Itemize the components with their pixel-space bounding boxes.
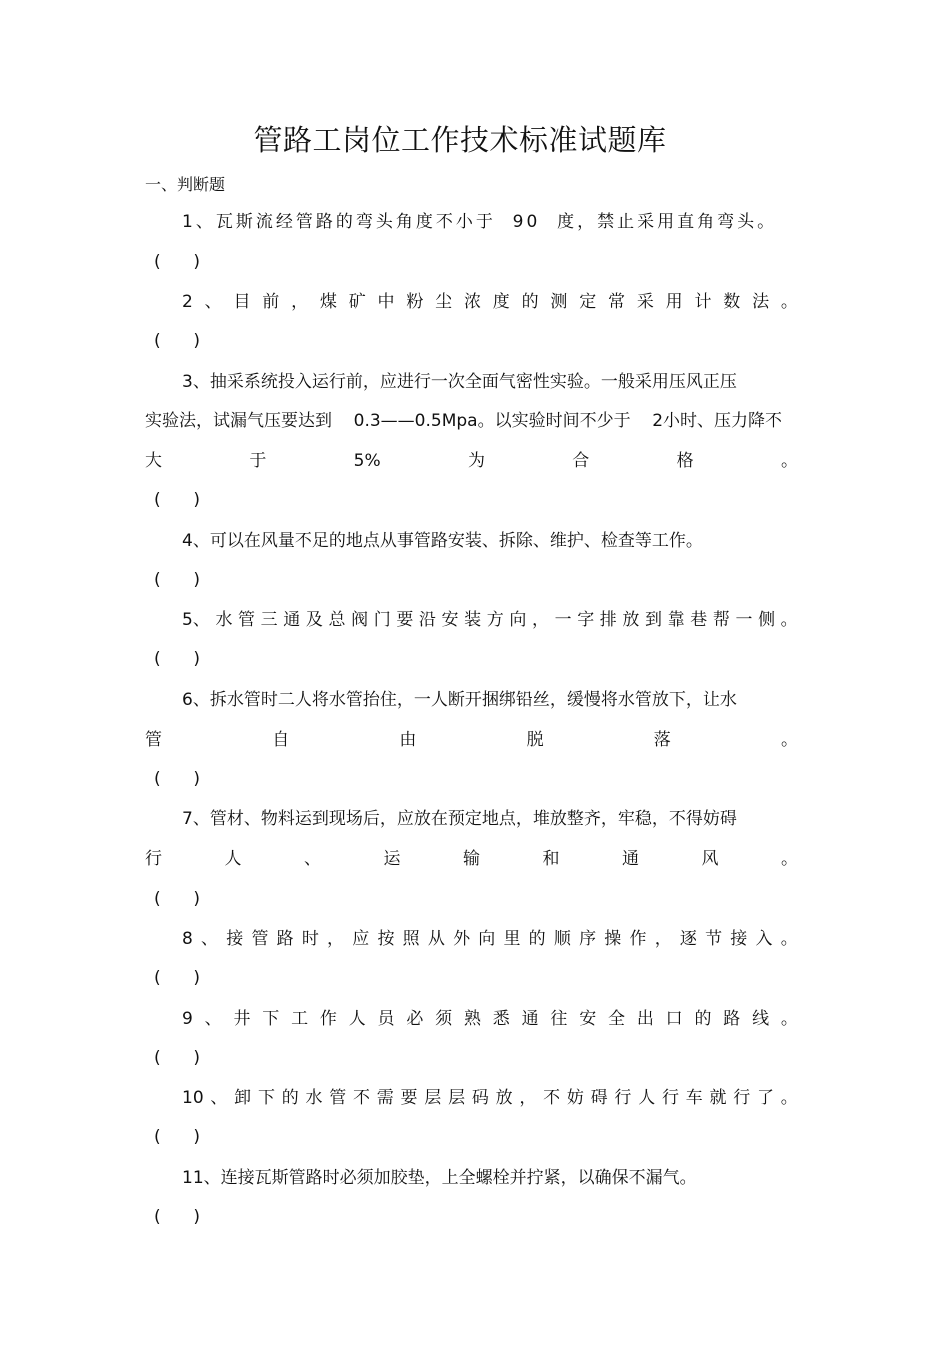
text-token: 下	[257, 1088, 275, 1108]
text-token: 需	[376, 1088, 394, 1108]
answer-blank-9[interactable]: ( )	[154, 1048, 200, 1068]
text-token: 口	[665, 1009, 683, 1029]
text-token: ，	[291, 292, 309, 312]
text-token: 路	[276, 929, 294, 949]
text-token: 的	[528, 929, 546, 949]
page-title: 管路工岗位工作技术标准试题库	[253, 123, 667, 157]
text-token: 车	[685, 1088, 703, 1108]
text-token: 安	[441, 610, 459, 630]
question-6-line-1: 6、拆水管时二人将水管抬住，一人断开捆绑铅丝，缓慢将水管放下，让水	[182, 690, 737, 710]
answer-blank-3[interactable]: ( )	[154, 490, 200, 510]
text-token: 一	[554, 610, 572, 630]
text-token: 5、	[182, 610, 210, 630]
text-token: 放	[622, 610, 640, 630]
text-token: 安	[579, 1009, 597, 1029]
text-token: 妨	[566, 1088, 584, 1108]
text-token: 管	[238, 610, 256, 630]
text-token: 的	[281, 1088, 299, 1108]
text-token: 。	[780, 1088, 798, 1108]
text-token: 序	[579, 929, 597, 949]
text-token: 。	[781, 849, 798, 869]
text-token: 人	[638, 1088, 656, 1108]
question-2	[182, 290, 798, 314]
text-token: 格	[676, 451, 694, 471]
text-token: ，	[531, 610, 549, 630]
text-token: 照	[402, 929, 420, 949]
text-token: 于	[249, 451, 267, 471]
text-token: 数	[723, 292, 741, 312]
text-token: 自	[272, 730, 290, 750]
text-token: 向	[478, 929, 496, 949]
text-token: 脱	[526, 730, 544, 750]
text-token: 须	[435, 1009, 453, 1029]
text-token: 路	[723, 1009, 741, 1029]
text-token: 目	[233, 292, 251, 312]
text-token: 、	[210, 1088, 228, 1108]
text-token: 熟	[463, 1009, 481, 1029]
text-token: 逐	[679, 929, 697, 949]
text-token: 入	[755, 929, 773, 949]
text-token: 。	[780, 730, 798, 750]
text-token: 按	[377, 929, 395, 949]
text-token: 碍	[590, 1088, 608, 1108]
text-token: 应	[352, 929, 370, 949]
text-token: 前	[262, 292, 280, 312]
text-token: 门	[373, 610, 391, 630]
text-token: 落	[653, 730, 671, 750]
text-token: 方	[486, 610, 504, 630]
text-token: 行	[614, 1088, 632, 1108]
text-token: 作	[629, 929, 647, 949]
text-token: 人	[224, 849, 242, 869]
text-token: 10	[182, 1088, 204, 1108]
text-token: 接	[730, 929, 748, 949]
text-token: 尘	[435, 292, 453, 312]
text-token: 行	[733, 1088, 751, 1108]
text-token: 。	[780, 1009, 798, 1029]
text-token: 作	[319, 1009, 337, 1029]
text-token: 煤	[319, 292, 337, 312]
text-token: 采	[636, 292, 654, 312]
text-token: 通	[521, 1009, 539, 1029]
text-token: 了	[757, 1088, 775, 1108]
text-token: 度	[492, 292, 510, 312]
text-token: 通	[622, 849, 639, 869]
question-3-line-1: 3、抽采系统投入运行前，应进行一次全面气密性实验。一般采用压风正压	[182, 372, 737, 392]
text-token: 风	[701, 849, 719, 869]
text-token: 运	[383, 849, 401, 869]
text-token: 行	[661, 1088, 679, 1108]
text-token: 的	[521, 292, 539, 312]
question-9	[182, 1007, 798, 1031]
text-token: 帮	[712, 610, 730, 630]
text-token: 要	[396, 610, 414, 630]
text-token: 巷	[690, 610, 708, 630]
text-token: 管	[329, 1088, 347, 1108]
text-token: 外	[453, 929, 471, 949]
text-token: 、	[304, 849, 321, 869]
text-token: 要	[400, 1088, 418, 1108]
text-token: 向	[509, 610, 527, 630]
text-token: 粉	[406, 292, 424, 312]
text-token: ，	[654, 929, 672, 949]
text-token: 往	[550, 1009, 568, 1029]
text-token: 不	[353, 1088, 370, 1108]
answer-blank-4[interactable]: ( )	[154, 570, 200, 590]
text-token: 就	[709, 1088, 727, 1108]
text-token: 员	[377, 1009, 395, 1029]
text-token: 人	[348, 1009, 366, 1029]
text-token: 常	[608, 292, 626, 312]
question-8	[182, 927, 798, 951]
text-token: 井	[233, 1009, 251, 1029]
text-token: 大	[145, 451, 162, 471]
text-token: 、	[204, 1009, 222, 1029]
text-token: 管	[145, 730, 162, 750]
answer-blank-5[interactable]: ( )	[154, 649, 200, 669]
text-token: 工	[291, 1009, 309, 1029]
text-token: 时	[301, 929, 319, 949]
text-token: 节	[705, 929, 723, 949]
question-11: 11、连接瓦斯管路时必须加胶垫，上全螺栓并拧紧，以确保不漏气。	[182, 1168, 697, 1188]
text-token: 定	[579, 292, 597, 312]
text-token: 中	[377, 292, 395, 312]
text-token: 字	[577, 610, 595, 630]
question-1: 1、瓦斯流经管路的弯头角度不小于 90 度，禁止采用直角弯头。	[182, 212, 778, 232]
text-token: 用	[665, 292, 683, 312]
text-token: 靠	[667, 610, 685, 630]
text-token: 一	[735, 610, 753, 630]
section-heading: 一、判断题	[145, 175, 226, 194]
text-token: 出	[636, 1009, 654, 1029]
text-token: 及	[305, 610, 323, 630]
text-token: 管	[251, 929, 269, 949]
question-4: 4、可以在风量不足的地点从事管路安装、拆除、维护、检查等工作。	[182, 531, 703, 551]
text-token: 的	[694, 1009, 712, 1029]
text-token: 通	[283, 610, 301, 630]
text-token: 不	[543, 1088, 561, 1108]
text-token: 里	[503, 929, 521, 949]
text-token: 侧	[758, 610, 776, 630]
text-token: 线	[752, 1009, 770, 1029]
text-token: 8	[182, 929, 193, 949]
text-token: 、	[201, 929, 219, 949]
text-token: 层	[448, 1088, 466, 1108]
answer-blank-8[interactable]: ( )	[154, 968, 200, 988]
text-token: 必	[406, 1009, 424, 1029]
text-token: 测	[550, 292, 568, 312]
answer-blank-2[interactable]: ( )	[154, 331, 200, 351]
text-token: 。	[780, 610, 798, 630]
text-token: 装	[464, 610, 482, 630]
answer-blank-6[interactable]: ( )	[154, 769, 200, 789]
text-token: 层	[424, 1088, 442, 1108]
text-token: 。	[780, 929, 798, 949]
question-7-line-2	[145, 847, 798, 871]
text-token: 水	[215, 610, 233, 630]
answer-blank-7[interactable]: ( )	[154, 889, 200, 909]
text-token: 法	[752, 292, 770, 312]
text-token: 计	[694, 292, 712, 312]
text-token: 2	[182, 292, 193, 312]
text-token: 、	[204, 292, 222, 312]
text-token: 9	[182, 1009, 193, 1029]
text-token: 操	[604, 929, 622, 949]
answer-blank-10[interactable]: ( )	[154, 1127, 200, 1147]
text-token: 浓	[463, 292, 481, 312]
question-5	[182, 608, 798, 632]
text-token: 总	[328, 610, 346, 630]
text-token: 阀	[351, 610, 369, 630]
text-token: 排	[599, 610, 617, 630]
question-3-line-3	[145, 449, 798, 473]
text-token: 行	[145, 849, 162, 869]
text-token: 三	[260, 610, 278, 630]
text-token: 为	[467, 451, 485, 471]
text-token: 码	[471, 1088, 489, 1108]
text-token: 水	[305, 1088, 323, 1108]
text-token: ，	[519, 1088, 537, 1108]
text-token: 从	[427, 929, 445, 949]
text-token: 悉	[492, 1009, 510, 1029]
text-token: 到	[645, 610, 663, 630]
question-10	[182, 1086, 798, 1110]
text-token: 卸	[234, 1088, 252, 1108]
answer-blank-1[interactable]: ( )	[154, 252, 200, 272]
text-token: 。	[780, 292, 798, 312]
text-token: 沿	[418, 610, 436, 630]
text-token: 下	[262, 1009, 280, 1029]
text-token: ，	[327, 929, 345, 949]
question-3-line-2: 实验法，试漏气压要达到 0.3——0.5Mpa。以实验时间不少于 2小时、压力降不	[145, 411, 783, 431]
text-token: 5%	[353, 451, 381, 471]
answer-blank-11[interactable]: ( )	[154, 1207, 200, 1227]
question-6-line-2	[145, 728, 798, 752]
text-token: 输	[463, 849, 480, 869]
text-token: 由	[399, 730, 417, 750]
question-7-line-1: 7、管材、物料运到现场后，应放在预定地点，堆放整齐，牢稳，不得妨碍	[182, 809, 737, 829]
text-token: 全	[608, 1009, 626, 1029]
text-token: 合	[572, 451, 590, 471]
text-token: 。	[780, 451, 798, 471]
text-token: 矿	[348, 292, 366, 312]
text-token: 和	[542, 849, 560, 869]
text-token: 顺	[553, 929, 571, 949]
text-token: 放	[495, 1088, 513, 1108]
text-token: 接	[226, 929, 244, 949]
